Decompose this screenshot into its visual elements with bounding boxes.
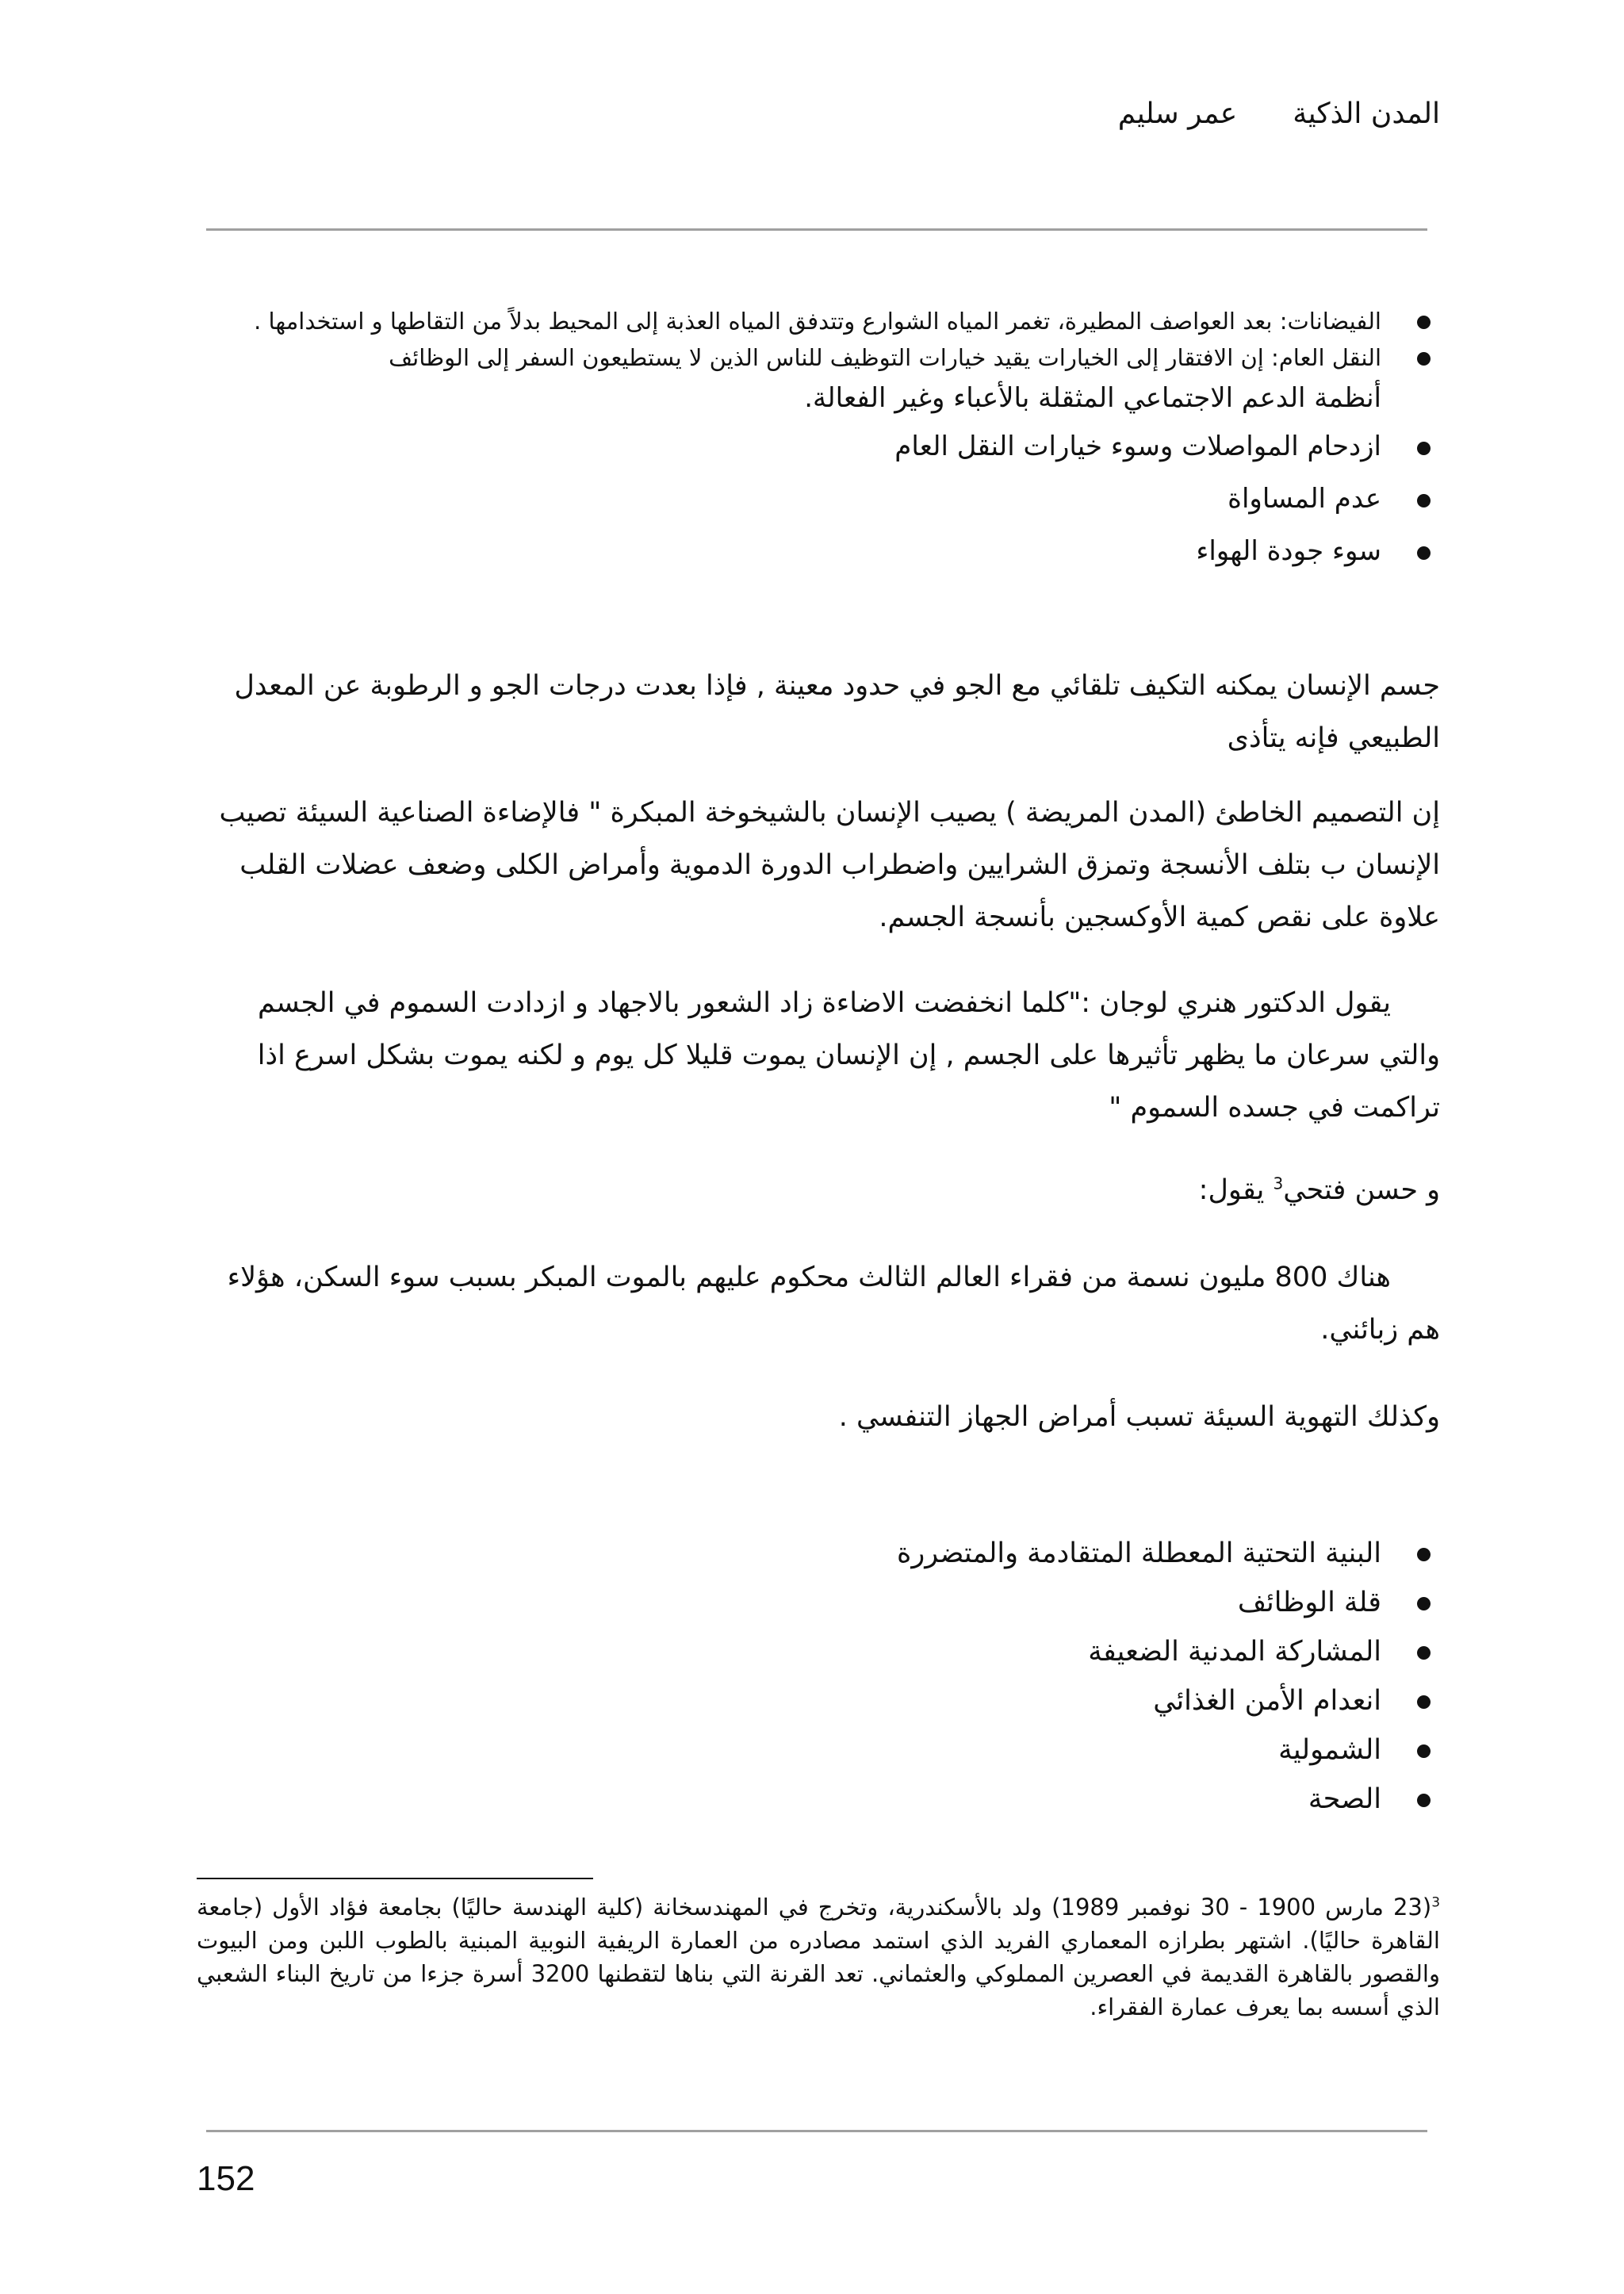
list-item: قلة الوظائف <box>205 1578 1440 1627</box>
list-item: الفيضانات: بعد العواصف المطيرة، تغمر المياه الشوارع وتتدفق المياه العذبة إلى المحيط بدلاً من التقاطها و استخدامها . <box>205 303 1440 339</box>
list-item: النقل العام: إن الافتقار إلى الخيارات يقيد خيارات التوظيف للناس الذين لا يستطيعون السفر إلى الوظائف <box>205 339 1440 376</box>
list-item: الشمولية <box>205 1725 1440 1775</box>
bullet-icon <box>1417 1646 1431 1660</box>
list-item: عدم المساواة <box>205 473 1440 525</box>
footnote-marker: 3 <box>1431 1894 1441 1911</box>
issues-list <box>205 1529 1440 1824</box>
page-number: 152 <box>197 2159 255 2198</box>
bullet-icon <box>1417 1548 1431 1561</box>
bullet-icon <box>1417 1597 1431 1610</box>
footnote-text: (23 مارس 1900 - 30 نوفمبر 1989) ولد بالأسكندرية، وتخرج في المهندسخانة (كلية الهندسة حاليًا) بجامعة فؤاد الأول (جامعة القاهرة حاليًا). اشتهر بطرازه المعماري الفريد الذي استمد مصادره من العمارة الريفية النوبية المبنية بالطوب اللبن ومن البيوت والقصور بالقاهرة القديمة في العصرين المملوكي والعثماني. تعد القرنة التي بناها لتقطنها 3200 أسرة جزءا من تاريخ البناء الشعبي الذي أسسه بما يعرف عمارة الفقراء. <box>197 1894 1440 2020</box>
book-title: المدن الذكية <box>1293 98 1440 130</box>
bullet-icon <box>1417 494 1431 507</box>
bullet-icon <box>1417 546 1431 560</box>
footer-rule <box>206 2130 1427 2132</box>
bullet-icon <box>1417 1794 1431 1807</box>
bullet-icon <box>1417 1744 1431 1758</box>
list-item: البنية التحتية المعطلة المتقادمة والمتضررة <box>205 1529 1440 1578</box>
list-item: ازدحام المواصلات وسوء خيارات النقل العام <box>205 420 1440 473</box>
paragraph-sick-cities: إن التصميم الخاطئ (المدن المريضة ) يصيب الإنسان بالشيخوخة المبكرة " فالإضاءة الصناعية السيئة تصيب الإنسان ب بتلف الأنسجة وتمزق الشرايين واضطراب الدورة الدموية وأمراض الكلى وضعف عضلات القلب علاوة على نقص كمية الأوكسجين بأنسجة الجسم. <box>219 797 1440 933</box>
list-item: المشاركة المدنية الضعيفة <box>205 1627 1440 1676</box>
list-item-continuation: أنظمة الدعم الاجتماعي المثقلة بالأعباء وغير الفعالة. <box>804 382 1381 414</box>
bullet-icon <box>1417 352 1431 366</box>
paragraph-hassan-fathy-intro: و حسن فتحي$^3$ يقول: <box>1198 1174 1440 1206</box>
bullet-icon <box>1417 316 1431 329</box>
list-item: انعدام الأمن الغذائي <box>205 1676 1440 1725</box>
paragraph-quote-henry-logan: يقول الدكتور هنري لوجان :"كلما انخفضت الاضاءة زاد الشعور بالاجهاد و ازدادت السموم في الجسم والتي سرعان ما يظهر تأثيرها على الجسم , إن الإنسان يموت قليلا كل يوم و لكنه يموت بشكل اسرع اذا تراكمت في جسده السموم " <box>257 987 1440 1124</box>
paragraph-ventilation: وكذلك التهوية السيئة تسبب أمراض الجهاز التنفسي . <box>838 1401 1440 1433</box>
footnote <box>197 1890 1440 2024</box>
footnote-reference: 3 <box>1273 1174 1284 1193</box>
running-header <box>1118 97 1440 132</box>
paragraph-body-adaptation: جسم الإنسان يمكنه التكيف تلقائي مع الجو في حدود معينة , فإذا بعدت درجات الجو و الرطوبة عن المعدل الطبيعي فإنه يتأذى <box>234 670 1440 754</box>
footnote-separator <box>197 1878 593 1879</box>
list-item: سوء جودة الهواء <box>205 525 1440 577</box>
bullet-icon <box>1417 442 1431 455</box>
header-rule <box>206 228 1427 231</box>
list-item: الصحة <box>205 1775 1440 1824</box>
paragraph-quote-hassan-fathy: هناك 800 مليون نسمة من فقراء العالم الثالث محكوم عليهم بالموت المبكر بسبب سوء السكن، هؤلاء هم زبائني. <box>227 1262 1440 1346</box>
problems-list <box>205 303 1440 577</box>
bullet-icon <box>1417 1695 1431 1709</box>
author-name: عمر سليم <box>1117 98 1238 130</box>
